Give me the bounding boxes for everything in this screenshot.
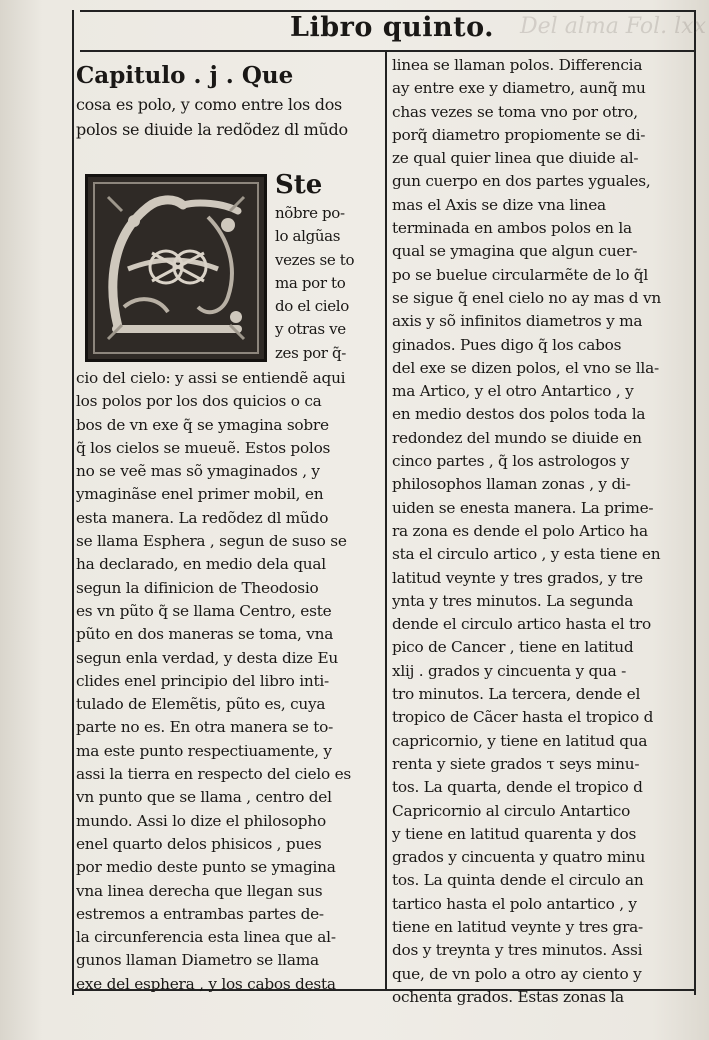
text-line: zes por q̃- <box>275 343 346 362</box>
text-line: ma por to <box>275 273 346 292</box>
text-line: xlij . grados y cincuenta y qua - <box>392 661 626 680</box>
text-line: cinco partes , q̃ los astrologos y <box>392 452 630 471</box>
text-line: dos y treynta y tres minutos. Assi <box>392 941 643 960</box>
frame-rule-right <box>694 10 696 995</box>
text-line: q̃ los cielos se mueuẽ. Estos polos <box>76 438 331 457</box>
text-line: tartico hasta el polo antartico , y <box>392 894 637 913</box>
text-line: la circunferencia esta linea que al- <box>76 928 336 947</box>
text-line: ynta y tres minutos. La segunda <box>392 591 634 610</box>
text-line: sta el circulo artico , y esta tiene en <box>392 545 661 564</box>
text-line: tulado de Elemẽtis, pũto es, cuya <box>76 695 326 714</box>
text-line: philosophos llaman zonas , y di- <box>392 475 631 494</box>
text-line: cio del cielo: y assi se entiendẽ aqui <box>76 369 346 387</box>
column-divider <box>385 52 387 989</box>
text-line: del exe se dizen polos, el vno se lla- <box>392 358 659 377</box>
text-line: Capricornio al circulo Antartico <box>392 801 631 820</box>
text-line: ay entre exe y diametro, aunq̃ mu <box>392 79 646 98</box>
text-line: po se buelue circularmẽte de lo q̃l <box>392 265 648 284</box>
chapter-title-line: cosa es polo, y como entre los dos <box>76 95 342 114</box>
decorated-initial-E-icon <box>85 174 267 362</box>
text-line: segun la difinicion de Theodosio <box>76 578 319 597</box>
text-line: porq̃ diametro propiomente se di- <box>392 125 646 144</box>
right-column-text <box>392 54 690 1009</box>
text-line: mundo. Assi lo dize el philosopho <box>76 811 326 830</box>
text-line: que, de vn polo a otro ay ciento y <box>392 964 642 983</box>
text-line: ze qual quier linea que diuide al- <box>392 149 639 168</box>
text-line: redondez del mundo se diuide en <box>392 428 642 447</box>
text-line: y otras ve <box>275 320 346 339</box>
initial-side-text <box>275 168 383 365</box>
text-line: bos de vn exe q̃ se ymagina sobre <box>76 415 329 434</box>
text-line: los polos por los dos quicios o ca <box>76 392 322 411</box>
chapter-title: Capitulo . j . Que <box>76 62 294 89</box>
text-line: do el cielo <box>275 297 349 316</box>
text-line: vezes se to <box>275 250 355 269</box>
text-line: se llama Esphera , segun de suso se <box>76 532 347 551</box>
running-head: Libro quinto. <box>290 12 495 43</box>
text-line: por medio deste punto se ymagina <box>76 858 336 877</box>
text-line: vn punto que se llama , centro del <box>76 788 332 807</box>
text-line: tropico de Cãcer hasta el tropico d <box>392 708 654 727</box>
frame-rule-head <box>80 50 694 52</box>
chapter-heading <box>76 60 378 142</box>
text-line: dende el circulo artico hasta el tro <box>392 615 651 634</box>
frame-rule-left <box>72 10 74 995</box>
text-line: vna linea derecha que llegan sus <box>76 881 323 900</box>
text-line: terminada en ambos polos en la <box>392 219 632 238</box>
text-line: en medio destos dos polos toda la <box>392 405 646 424</box>
text-line: segun enla verdad, y desta dize Eu <box>76 648 338 667</box>
text-line: parte no es. En otra manera se to- <box>76 718 333 737</box>
text-line: gun cuerpo en dos partes yguales, <box>392 172 651 191</box>
text-line: exe del esphera , y los cabos desta <box>76 974 336 993</box>
show-through-text: Del alma Fol. lxx <box>520 14 706 39</box>
text-line: estremos a entrambas partes de- <box>76 904 324 923</box>
text-line: qual se ymagina que algun cuer- <box>392 242 638 261</box>
text-line: uiden se enesta manera. La prime- <box>392 498 654 517</box>
text-line: ymaginãse enel primer mobil, en <box>76 485 324 504</box>
text-line: tiene en latitud veynte y tres gra- <box>392 917 643 936</box>
text-line: capricornio, y tiene en latitud qua <box>392 731 648 750</box>
text-line: mas el Axis se dize vna linea <box>392 195 606 214</box>
chapter-title-line: polos se diuide la redõdez dl mũdo <box>76 120 348 139</box>
text-line: tos. La quinta dende el circulo an <box>392 871 644 890</box>
text-line: assi la tierra en respecto del cielo es <box>76 765 351 784</box>
text-line: enel quarto delos phisicos , pues <box>76 834 322 853</box>
text-line: no se veẽ mas sõ ymaginados , y <box>76 462 320 481</box>
text-line: ma Artico, y el otro Antartico , y <box>392 382 634 401</box>
text-line: tro minutos. La tercera, dende el <box>392 685 641 704</box>
text-line: grados y cincuenta y quatro minu <box>392 848 646 867</box>
text-line: ma este punto respectiuamente, y <box>76 741 332 760</box>
text-line: axis y sõ infinitos diametros y ma <box>392 312 643 331</box>
text-line: latitud veynte y tres grados, y tre <box>392 568 643 587</box>
text-line: linea se llaman polos. Differencia <box>392 56 643 74</box>
text-line: es vn pũto q̃ se llama Centro, este <box>76 601 332 620</box>
text-line: tos. La quarta, dende el tropico d <box>392 778 643 797</box>
text-line: ginados. Pues digo q̃ los cabos <box>392 335 622 354</box>
initial-continuation: Ste <box>275 170 323 200</box>
text-line: esta manera. La redõdez dl mũdo <box>76 508 329 527</box>
text-line: ochenta grados. Estas zonas la <box>392 987 624 1006</box>
text-line: se sigue q̃ enel cielo no ay mas d vn <box>392 288 661 307</box>
left-column-text <box>76 367 378 996</box>
text-line: ra zona es dende el polo Artico ha <box>392 521 648 540</box>
text-line: lo algũas <box>275 227 341 246</box>
text-line: chas vezes se toma vno por otro, <box>392 102 638 121</box>
text-line: nõbre po- <box>275 204 345 222</box>
text-line: renta y siete grados τ seys minu- <box>392 754 640 773</box>
text-line: clides enel principio del libro inti- <box>76 671 329 690</box>
text-line: y tiene en latitud quarenta y dos <box>392 824 637 843</box>
text-line: ha declarado, en medio dela qual <box>76 555 326 574</box>
text-line: pico de Cancer , tiene en latitud <box>392 638 634 657</box>
text-line: gunos llaman Diametro se llama <box>76 951 319 970</box>
text-line: pũto en dos maneras se toma, vna <box>76 625 334 644</box>
